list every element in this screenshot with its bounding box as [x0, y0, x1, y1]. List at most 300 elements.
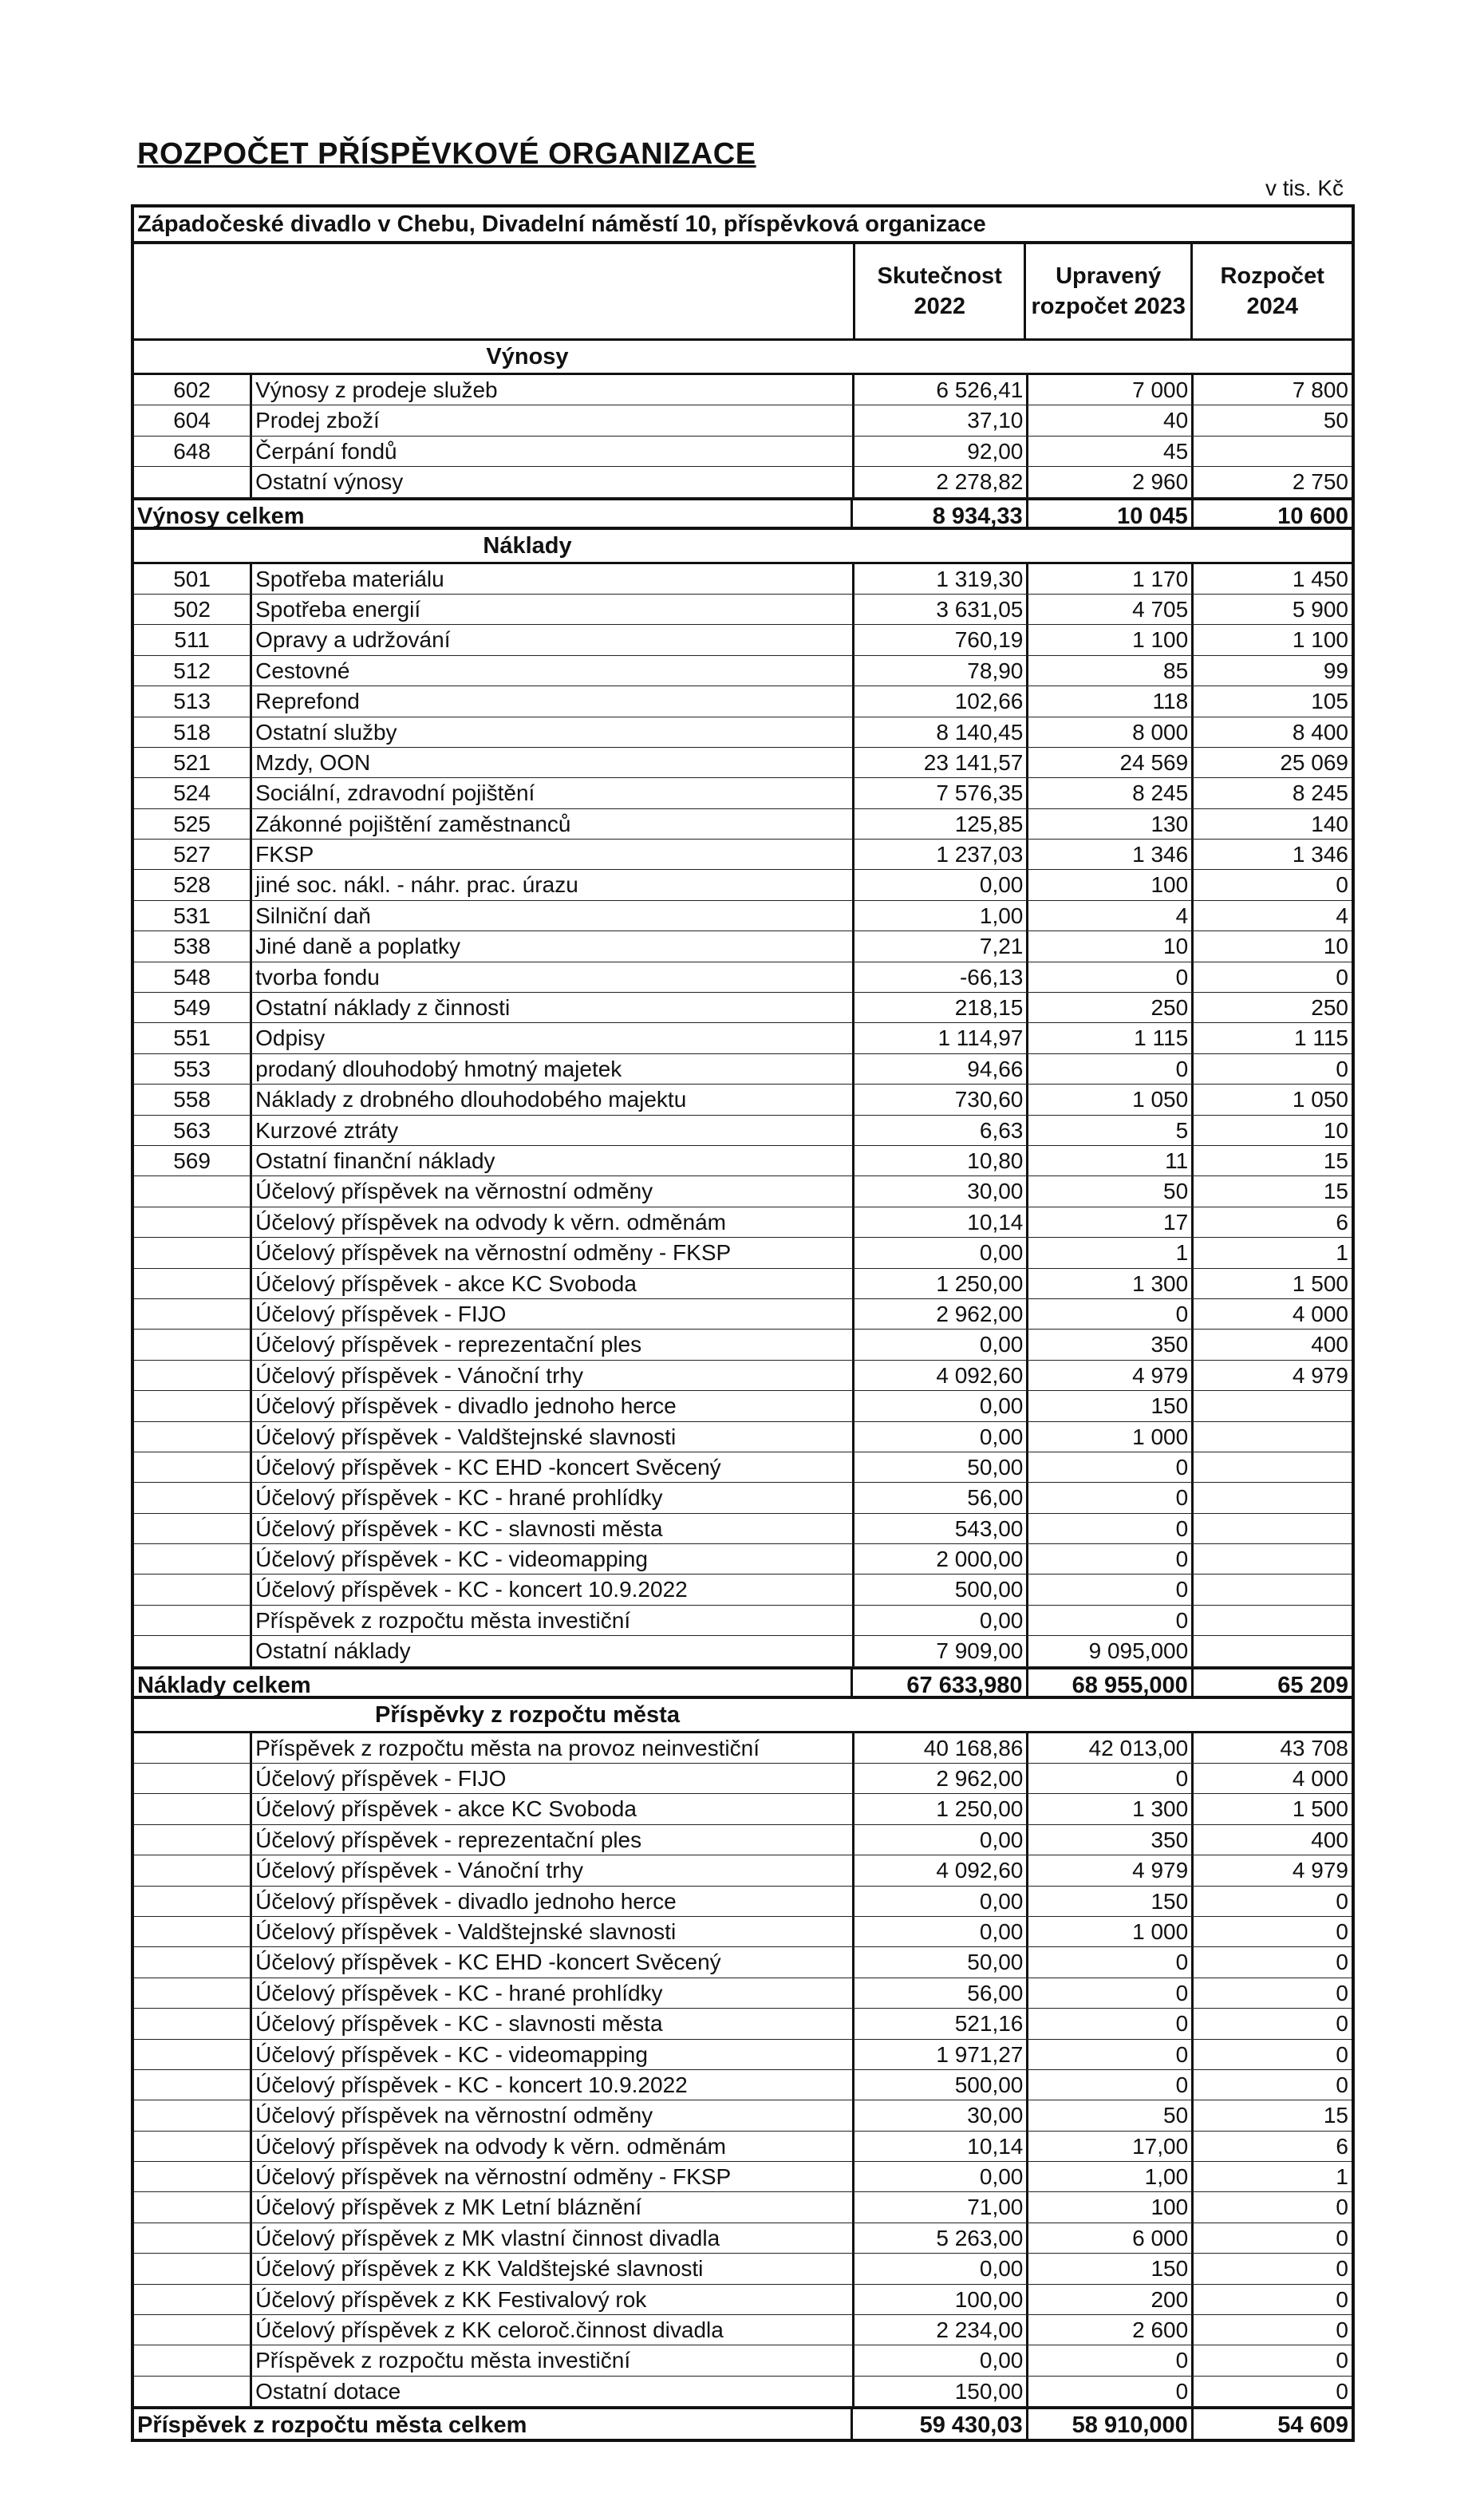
- row-code: 538: [134, 931, 252, 961]
- row-label: Účelový příspěvek - KC - videomapping: [255, 2041, 648, 2067]
- value-actual: 92,00: [852, 437, 1027, 466]
- value-actual: 218,15: [852, 993, 1027, 1022]
- row-label: prodaný dlouhodobý hmotný majetek: [255, 1056, 622, 1081]
- row-label: Účelový příspěvek - Valdštejnské slavnosti: [255, 1424, 677, 1449]
- value-budget: 0: [1191, 2377, 1352, 2406]
- value-actual: 8 140,45: [852, 717, 1027, 747]
- value-budget: 2 750: [1191, 467, 1352, 496]
- table-row: [134, 748, 1352, 778]
- row-label: Účelový příspěvek z MK Letní bláznění: [255, 2195, 642, 2220]
- table-row: [134, 2285, 1352, 2315]
- value-budget: 0: [1191, 1947, 1352, 1977]
- costs-total-row: [134, 1667, 1352, 1699]
- value-budget: [1191, 1606, 1352, 1635]
- row-label: Mzdy, OON: [255, 749, 371, 775]
- value-adjusted: 9 095,000: [1026, 1636, 1191, 1665]
- value-actual: 10,14: [852, 2132, 1027, 2161]
- value-actual: 23 141,57: [852, 748, 1027, 777]
- row-label: Silniční daň: [255, 903, 371, 928]
- row-code: [134, 1733, 252, 1763]
- total-label: Náklady celkem: [137, 1672, 311, 1698]
- value-actual: 500,00: [852, 1575, 1027, 1604]
- value-actual: 7 909,00: [852, 1636, 1027, 1665]
- value-budget: 0: [1191, 2345, 1352, 2375]
- table-row: [134, 2009, 1352, 2039]
- row-label: Účelový příspěvek z KK celoroč.činnost divadla: [255, 2317, 724, 2343]
- table-row: [134, 625, 1352, 655]
- column-header-budget: Rozpočet 2024: [1190, 244, 1352, 338]
- table-row: [134, 1794, 1352, 1824]
- table-row: [134, 1452, 1352, 1483]
- value-budget: 8 400: [1191, 717, 1352, 747]
- row-code: 569: [134, 1146, 252, 1175]
- value-budget: [1191, 1544, 1352, 1574]
- row-code: [134, 1917, 252, 1946]
- value-actual: 94,66: [852, 1054, 1027, 1084]
- revenue-rows: [134, 375, 1352, 498]
- value-adjusted: 0: [1026, 1606, 1191, 1635]
- value-adjusted: 11: [1026, 1146, 1191, 1175]
- table-row: [134, 2345, 1352, 2376]
- value-budget: 43 708: [1191, 1733, 1352, 1763]
- value-actual: -66,13: [852, 962, 1027, 992]
- row-label: tvorba fondu: [255, 964, 380, 990]
- value-actual: 0,00: [852, 1887, 1027, 1916]
- row-code: [134, 2070, 252, 2100]
- row-label: Opravy a udržování: [255, 627, 451, 653]
- row-label: Příspěvek z rozpočtu města investiční: [255, 2348, 631, 2373]
- table-row: [134, 901, 1352, 931]
- table-row: [134, 656, 1352, 686]
- value-actual: 10,80: [852, 1146, 1027, 1175]
- row-code: [134, 1483, 252, 1512]
- table-row: [134, 375, 1352, 405]
- row-code: [134, 1794, 252, 1823]
- total-label: Výnosy celkem: [137, 503, 305, 529]
- table-row: [134, 2132, 1352, 2162]
- value-actual: 1 250,00: [852, 1794, 1027, 1823]
- table-row: [134, 1825, 1352, 1855]
- row-code: [134, 1636, 252, 1665]
- total-actual: 67 633,980: [851, 1669, 1025, 1696]
- row-code: 563: [134, 1116, 252, 1145]
- value-actual: 6,63: [852, 1116, 1027, 1145]
- total-adjusted: 58 910,000: [1026, 2409, 1191, 2439]
- value-actual: 0,00: [852, 870, 1027, 899]
- table-row: [134, 1575, 1352, 1605]
- row-code: [134, 1207, 252, 1237]
- table-row: [134, 2254, 1352, 2284]
- value-budget: 1 050: [1191, 1085, 1352, 1114]
- value-budget: [1191, 1636, 1352, 1665]
- row-code: [134, 1330, 252, 1359]
- table-row: [134, 1855, 1352, 1886]
- value-actual: 100,00: [852, 2285, 1027, 2314]
- row-label: Cestovné: [255, 658, 350, 683]
- row-label: Účelový příspěvek na věrnostní odměny - FKSP: [255, 1240, 732, 1266]
- value-budget: 4 979: [1191, 1855, 1352, 1885]
- row-label: Účelový příspěvek - akce KC Svoboda: [255, 1796, 637, 1822]
- value-actual: 7 576,35: [852, 778, 1027, 808]
- row-label: Účelový příspěvek - Valdštejnské slavnosti: [255, 1918, 677, 1944]
- value-adjusted: 118: [1026, 686, 1191, 716]
- value-adjusted: 85: [1026, 656, 1191, 686]
- value-adjusted: 1 300: [1026, 1794, 1191, 1823]
- table-row: [134, 1978, 1352, 2009]
- value-adjusted: 350: [1026, 1330, 1191, 1359]
- header-spacer: [134, 244, 853, 338]
- value-adjusted: 4: [1026, 901, 1191, 931]
- value-budget: 250: [1191, 993, 1352, 1022]
- revenue-total-row: [134, 498, 1352, 530]
- table-row: [134, 1917, 1352, 1947]
- row-label: Účelový příspěvek - KC EHD -koncert Svěcený: [255, 1454, 721, 1480]
- value-budget: 10: [1191, 931, 1352, 961]
- value-budget: 4: [1191, 901, 1352, 931]
- total-budget: 10 600: [1191, 500, 1352, 527]
- value-adjusted: 42 013,00: [1026, 1733, 1191, 1763]
- row-label: Účelový příspěvek z MK vlastní činnost divadla: [255, 2225, 720, 2250]
- value-adjusted: 0: [1026, 2377, 1191, 2406]
- value-budget: 140: [1191, 809, 1352, 839]
- value-adjusted: 0: [1026, 1514, 1191, 1543]
- row-label: Reprefond: [255, 689, 360, 714]
- value-budget: [1191, 1575, 1352, 1604]
- row-label: Náklady z drobného dlouhodobého majektu: [255, 1087, 687, 1112]
- value-budget: 1 115: [1191, 1023, 1352, 1053]
- value-actual: 0,00: [852, 1422, 1027, 1452]
- table-row: [134, 717, 1352, 748]
- value-actual: 71,00: [852, 2192, 1027, 2222]
- value-actual: 102,66: [852, 686, 1027, 716]
- row-code: 604: [134, 405, 252, 435]
- table-row: [134, 2070, 1352, 2100]
- value-adjusted: 0: [1026, 1054, 1191, 1084]
- row-code: 524: [134, 778, 252, 808]
- value-actual: 2 962,00: [852, 1299, 1027, 1329]
- row-code: [134, 1452, 252, 1482]
- row-code: [134, 2254, 252, 2283]
- value-adjusted: 8 000: [1026, 717, 1191, 747]
- table-row: [134, 1054, 1352, 1085]
- row-code: [134, 1361, 252, 1390]
- table-row: [134, 840, 1352, 870]
- row-code: 527: [134, 840, 252, 869]
- row-label: Účelový příspěvek - KC - koncert 10.9.2022: [255, 2072, 688, 2097]
- row-code: 502: [134, 595, 252, 624]
- total-adjusted: 10 045: [1026, 500, 1191, 527]
- table-row: [134, 1483, 1352, 1513]
- value-adjusted: 5: [1026, 1116, 1191, 1145]
- table-row: [134, 1422, 1352, 1452]
- total-budget: 65 209: [1191, 1669, 1352, 1696]
- value-adjusted: 0: [1026, 2040, 1191, 2069]
- table-row: [134, 564, 1352, 595]
- row-code: 518: [134, 717, 252, 747]
- value-adjusted: 1: [1026, 1238, 1191, 1267]
- table-row: [134, 870, 1352, 900]
- row-code: 501: [134, 564, 252, 594]
- value-adjusted: 1 000: [1026, 1422, 1191, 1452]
- table-row: [134, 405, 1352, 436]
- row-code: [134, 1825, 252, 1855]
- value-actual: 40 168,86: [852, 1733, 1027, 1763]
- table-row: [134, 2192, 1352, 2223]
- value-budget: 0: [1191, 2223, 1352, 2253]
- value-actual: 4 092,60: [852, 1855, 1027, 1885]
- row-label: Prodej zboží: [255, 408, 380, 433]
- value-budget: 0: [1191, 1917, 1352, 1946]
- value-adjusted: 0: [1026, 1483, 1191, 1512]
- value-adjusted: 150: [1026, 1391, 1191, 1420]
- value-adjusted: 10: [1026, 931, 1191, 961]
- row-label: Ostatní finanční náklady: [255, 1148, 495, 1173]
- value-adjusted: 0: [1026, 2009, 1191, 2038]
- value-budget: 15: [1191, 1176, 1352, 1206]
- table-row: [134, 809, 1352, 840]
- value-actual: 0,00: [852, 2162, 1027, 2191]
- row-code: [134, 2223, 252, 2253]
- row-code: [134, 2009, 252, 2038]
- section-heading-contributions: Příspěvky z rozpočtu města: [134, 1699, 1352, 1733]
- value-adjusted: 0: [1026, 1575, 1191, 1604]
- table-row: [134, 931, 1352, 962]
- value-adjusted: 200: [1026, 2285, 1191, 2314]
- row-code: [134, 2162, 252, 2191]
- value-budget: 1 450: [1191, 564, 1352, 594]
- value-actual: 30,00: [852, 1176, 1027, 1206]
- value-budget: 400: [1191, 1330, 1352, 1359]
- value-budget: 1: [1191, 1238, 1352, 1267]
- column-header-actual: Skutečnost 2022: [853, 244, 1023, 338]
- value-actual: 730,60: [852, 1085, 1027, 1114]
- table-row: [134, 962, 1352, 993]
- value-adjusted: 1 170: [1026, 564, 1191, 594]
- value-adjusted: 100: [1026, 870, 1191, 899]
- value-actual: 0,00: [852, 1330, 1027, 1359]
- value-actual: 50,00: [852, 1947, 1027, 1977]
- value-actual: 1,00: [852, 901, 1027, 931]
- row-label: Účelový příspěvek na věrnostní odměny - FKSP: [255, 2164, 732, 2190]
- value-budget: 1 500: [1191, 1269, 1352, 1298]
- table-row: [134, 1391, 1352, 1421]
- value-actual: 3 631,05: [852, 595, 1027, 624]
- row-label: Výnosy z prodeje služeb: [255, 377, 498, 402]
- value-adjusted: 0: [1026, 1299, 1191, 1329]
- value-adjusted: 0: [1026, 1544, 1191, 1574]
- row-code: 648: [134, 437, 252, 466]
- row-label: Účelový příspěvek - divadlo jednoho herce: [255, 1393, 677, 1419]
- row-label: Spotřeba energií: [255, 596, 421, 622]
- row-code: 525: [134, 809, 252, 839]
- value-actual: 6 526,41: [852, 375, 1027, 405]
- value-budget: [1191, 1452, 1352, 1482]
- value-adjusted: 1,00: [1026, 2162, 1191, 2191]
- value-adjusted: 1 300: [1026, 1269, 1191, 1298]
- value-budget: 0: [1191, 1978, 1352, 2008]
- table-row: [134, 1023, 1352, 1053]
- value-budget: [1191, 437, 1352, 466]
- row-label: Účelový příspěvek - Vánoční trhy: [255, 1858, 583, 1883]
- value-actual: 1 319,30: [852, 564, 1027, 594]
- row-code: 551: [134, 1023, 252, 1053]
- table-row: [134, 1361, 1352, 1391]
- row-code: [134, 1764, 252, 1793]
- row-code: [134, 1299, 252, 1329]
- value-budget: 10: [1191, 1116, 1352, 1145]
- table-row: [134, 1146, 1352, 1176]
- row-code: [134, 2100, 252, 2130]
- value-actual: 2 962,00: [852, 1764, 1027, 1793]
- row-code: 512: [134, 656, 252, 686]
- row-label: Účelový příspěvek - akce KC Svoboda: [255, 1270, 637, 1296]
- value-budget: [1191, 1422, 1352, 1452]
- row-code: [134, 1947, 252, 1977]
- value-adjusted: 45: [1026, 437, 1191, 466]
- table-row: [134, 2315, 1352, 2345]
- value-actual: 56,00: [852, 1978, 1027, 2008]
- table-row: [134, 467, 1352, 497]
- total-adjusted: 68 955,000: [1026, 1669, 1191, 1696]
- row-code: [134, 2285, 252, 2314]
- row-code: [134, 1238, 252, 1267]
- value-budget: 8 245: [1191, 778, 1352, 808]
- row-code: 602: [134, 375, 252, 405]
- value-actual: 30,00: [852, 2100, 1027, 2130]
- value-actual: 2 234,00: [852, 2315, 1027, 2345]
- row-code: [134, 1544, 252, 1574]
- value-budget: 0: [1191, 870, 1352, 899]
- value-actual: 1 237,03: [852, 840, 1027, 869]
- row-code: 558: [134, 1085, 252, 1114]
- row-label: Odpisy: [255, 1025, 326, 1051]
- value-adjusted: 50: [1026, 2100, 1191, 2130]
- row-label: Účelový příspěvek - KC - hrané prohlídky: [255, 1485, 663, 1511]
- value-adjusted: 0: [1026, 1947, 1191, 1977]
- value-actual: 2 278,82: [852, 467, 1027, 496]
- row-code: [134, 2345, 252, 2375]
- value-budget: 5 900: [1191, 595, 1352, 624]
- value-budget: 15: [1191, 2100, 1352, 2130]
- row-label: Účelový příspěvek z KK Valdštejské slavnosti: [255, 2256, 704, 2282]
- value-actual: 78,90: [852, 656, 1027, 686]
- value-actual: 543,00: [852, 1514, 1027, 1543]
- table-row: [134, 1606, 1352, 1636]
- row-label: Účelový příspěvek - KC - videomapping: [255, 1547, 648, 1572]
- value-adjusted: 4 979: [1026, 1361, 1191, 1390]
- value-actual: 50,00: [852, 1452, 1027, 1482]
- row-label: Spotřeba materiálu: [255, 566, 444, 591]
- value-adjusted: 0: [1026, 2345, 1191, 2375]
- row-label: Jiné daně a poplatky: [255, 934, 460, 959]
- row-label: FKSP: [255, 842, 314, 867]
- row-label: Příspěvek z rozpočtu města investiční: [255, 1607, 631, 1633]
- value-actual: 1 971,27: [852, 2040, 1027, 2069]
- value-adjusted: 6 000: [1026, 2223, 1191, 2253]
- table-row: [134, 1207, 1352, 1238]
- value-budget: 0: [1191, 2192, 1352, 2222]
- table-row: [134, 2040, 1352, 2070]
- table-row: [134, 1330, 1352, 1360]
- value-adjusted: 4 705: [1026, 595, 1191, 624]
- row-label: Účelový příspěvek z KK Festivalový rok: [255, 2286, 647, 2312]
- value-adjusted: 150: [1026, 2254, 1191, 2283]
- value-actual: 500,00: [852, 2070, 1027, 2100]
- table-row: [134, 2223, 1352, 2254]
- table-row: [134, 437, 1352, 467]
- column-header-row: [134, 244, 1352, 341]
- value-budget: 400: [1191, 1825, 1352, 1855]
- row-label: Kurzové ztráty: [255, 1117, 399, 1143]
- row-code: [134, 2192, 252, 2222]
- total-budget: 54 609: [1191, 2409, 1352, 2439]
- value-adjusted: 0: [1026, 1764, 1191, 1793]
- table-row: [134, 993, 1352, 1023]
- table-row: [134, 1269, 1352, 1299]
- value-budget: 0: [1191, 2009, 1352, 2038]
- value-budget: 105: [1191, 686, 1352, 716]
- value-adjusted: 250: [1026, 993, 1191, 1022]
- value-budget: [1191, 1483, 1352, 1512]
- value-budget: 0: [1191, 2285, 1352, 2314]
- value-adjusted: 130: [1026, 809, 1191, 839]
- row-code: [134, 1887, 252, 1916]
- row-label: Účelový příspěvek - divadlo jednoho herce: [255, 1888, 677, 1914]
- row-code: [134, 1855, 252, 1885]
- cost-rows: [134, 564, 1352, 1667]
- value-budget: [1191, 1514, 1352, 1543]
- row-code: [134, 2040, 252, 2069]
- row-label: Zákonné pojištění zaměstnanců: [255, 811, 571, 836]
- value-actual: 10,14: [852, 1207, 1027, 1237]
- value-budget: 4 979: [1191, 1361, 1352, 1390]
- value-actual: 1 250,00: [852, 1269, 1027, 1298]
- value-adjusted: 0: [1026, 1978, 1191, 2008]
- row-label: Ostatní služby: [255, 719, 397, 745]
- row-label: Příspěvek z rozpočtu města na provoz neinvestiční: [255, 1735, 760, 1760]
- value-adjusted: 4 979: [1026, 1855, 1191, 1885]
- value-actual: 4 092,60: [852, 1361, 1027, 1390]
- value-adjusted: 50: [1026, 1176, 1191, 1206]
- value-adjusted: 40: [1026, 405, 1191, 435]
- row-code: 549: [134, 993, 252, 1022]
- value-actual: 760,19: [852, 625, 1027, 654]
- row-label: Ostatní výnosy: [255, 469, 404, 495]
- row-code: [134, 467, 252, 496]
- value-actual: 0,00: [852, 2254, 1027, 2283]
- table-row: [134, 2100, 1352, 2131]
- value-actual: 521,16: [852, 2009, 1027, 2038]
- value-actual: 150,00: [852, 2377, 1027, 2406]
- row-label: Účelový příspěvek - reprezentační ples: [255, 1332, 642, 1357]
- value-adjusted: 1 000: [1026, 1917, 1191, 1946]
- row-label: Účelový příspěvek - KC - koncert 10.9.2022: [255, 1577, 688, 1602]
- value-actual: 1 114,97: [852, 1023, 1027, 1053]
- row-code: 548: [134, 962, 252, 992]
- value-actual: 37,10: [852, 405, 1027, 435]
- value-adjusted: 24 569: [1026, 748, 1191, 777]
- table-row: [134, 1544, 1352, 1575]
- value-actual: 0,00: [852, 1606, 1027, 1635]
- row-code: 511: [134, 625, 252, 654]
- organization-name: Západočeské divadlo v Chebu, Divadelní náměstí 10, příspěvková organizace: [134, 207, 1352, 244]
- row-label: Účelový příspěvek na věrnostní odměny: [255, 2103, 653, 2128]
- value-budget: 4 000: [1191, 1764, 1352, 1793]
- value-actual: 0,00: [852, 1917, 1027, 1946]
- page-title: ROZPOČET PŘÍSPĚVKOVÉ ORGANIZACE: [137, 137, 756, 171]
- value-actual: 125,85: [852, 809, 1027, 839]
- value-adjusted: 2 960: [1026, 467, 1191, 496]
